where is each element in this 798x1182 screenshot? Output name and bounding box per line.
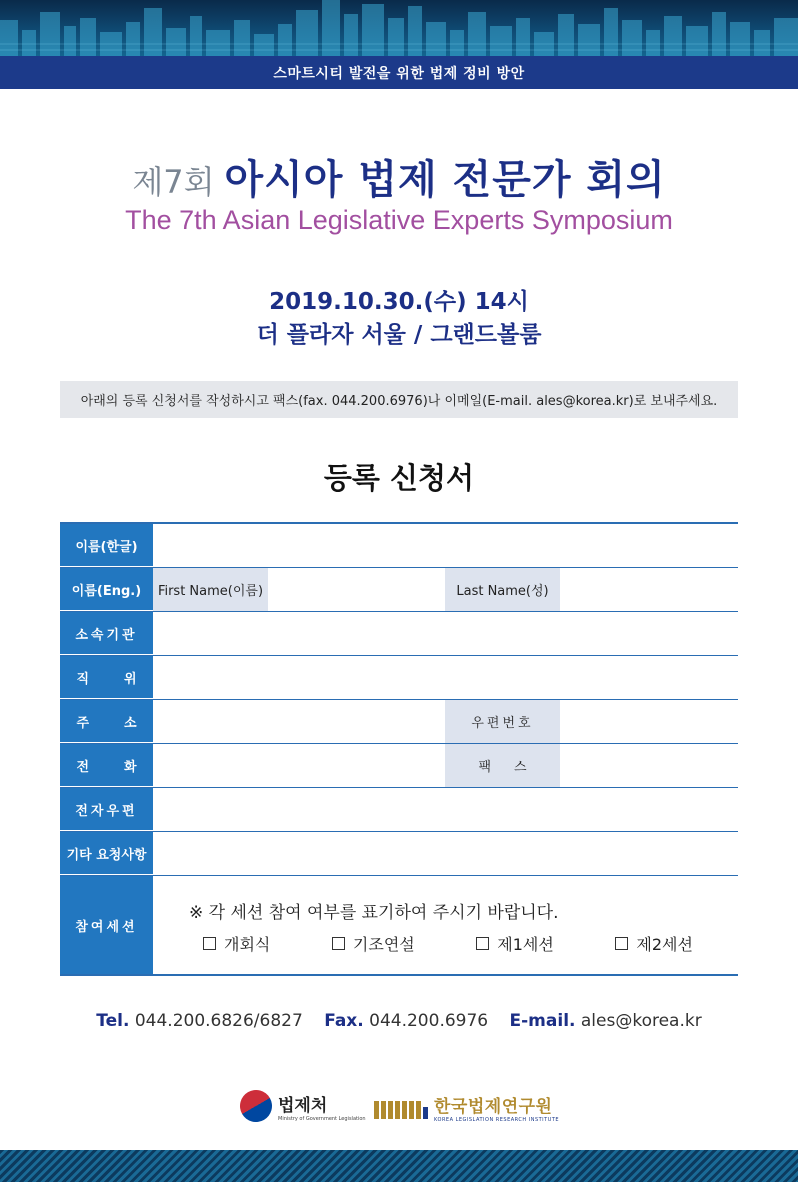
session-options [203,932,693,955]
klri-english: KOREA LEGISLATION RESEARCH INSTITUTE [434,1117,560,1123]
address-label: 주 소 [60,700,153,743]
email-value[interactable]: ales@korea.kr [580,1011,702,1031]
klri-mark-icon [374,1097,430,1119]
page-title [0,148,798,205]
form-row-email [60,788,738,832]
position-label: 직 위 [60,656,153,699]
session-keynote-checkbox[interactable]: 기조연설 [332,932,415,955]
checkbox-icon [476,937,489,950]
email-contact-label: E-mail. [509,1011,576,1031]
form-row-name-en [60,568,738,612]
session-2-checkbox[interactable]: 제2세션 [615,932,693,955]
form-row-phone [60,744,738,788]
postcode-label: 우편번호 [445,700,560,743]
form-title: 등록 신청서 [323,461,475,495]
organizer-logos [0,1086,798,1128]
phone-label: 전 화 [60,744,153,787]
conference-theme-bar: 스마트시티 발전을 위한 법제 정비 방안 [0,56,798,89]
form-row-position [60,656,738,700]
taegeuk-icon [234,1084,278,1128]
form-row-name-kr [60,524,738,568]
event-date: 2019.10.30.(수) 14시 [269,289,529,315]
first-name-label: First Name(이름) [153,568,268,611]
last-name-label: Last Name(성) [445,568,560,611]
phone-field[interactable] [153,744,738,787]
tel-value: 044.200.6826/6827 [134,1011,303,1031]
requests-label: 기타 요청사항 [60,832,153,875]
sessions-label: 참여세션 [60,876,153,974]
fax-contact-label: Fax. [324,1011,364,1031]
session-1-checkbox[interactable]: 제1세션 [476,932,554,955]
email-field[interactable] [153,788,738,831]
form-row-requests [60,832,738,876]
name-en-field[interactable] [153,568,738,611]
checkbox-icon [615,937,628,950]
organization-label: 소속기관 [60,612,153,655]
fax-label: 팩 스 [445,744,560,787]
skyline-illustration [0,0,798,56]
event-venue: 더 플라자 서울 / 그랜드볼룸 [256,322,542,348]
sessions-note: ※ 각 세션 참여 여부를 표기하여 주시기 바랍니다. [189,903,559,923]
form-row-sessions [60,876,738,974]
position-field[interactable] [153,656,738,699]
moleg-name: 법제처 [278,1095,328,1116]
name-en-label: 이름(Eng.) [60,568,153,611]
fax-value: 044.200.6976 [369,1011,489,1031]
email-label: 전자우편 [60,788,153,831]
klri-logo [374,1092,559,1123]
name-kr-label: 이름(한글) [60,524,153,567]
footer-band [0,1150,798,1182]
skyline-banner [0,0,798,56]
checkbox-icon [203,937,216,950]
submission-notice: 아래의 등록 신청서를 작성하시고 팩스(fax. 044.200.6976)나 이메일(E-mail. ales@korea.kr)로 보내주세요. [60,381,738,418]
address-field[interactable] [153,700,738,743]
name-kr-field[interactable] [153,524,738,567]
form-row-organization [60,612,738,656]
requests-field[interactable] [153,832,738,875]
title-korean: 아시아 법제 전문가 회의 [224,157,666,203]
organization-field[interactable] [153,612,738,655]
klri-name: 한국법제연구원 [434,1097,553,1117]
form-row-address [60,700,738,744]
title-edition: 제7회 [132,163,215,201]
registration-form [60,522,738,976]
moleg-logo [240,1090,366,1122]
session-opening-checkbox[interactable]: 개회식 [203,932,270,955]
checkbox-icon [332,937,345,950]
sessions-field [153,876,738,974]
moleg-english: Ministry of Government Legislation [278,1115,366,1122]
contact-info [0,1011,798,1031]
title-english: The 7th Asian Legislative Experts Symposium [125,205,673,235]
tel-label: Tel. [96,1011,130,1031]
